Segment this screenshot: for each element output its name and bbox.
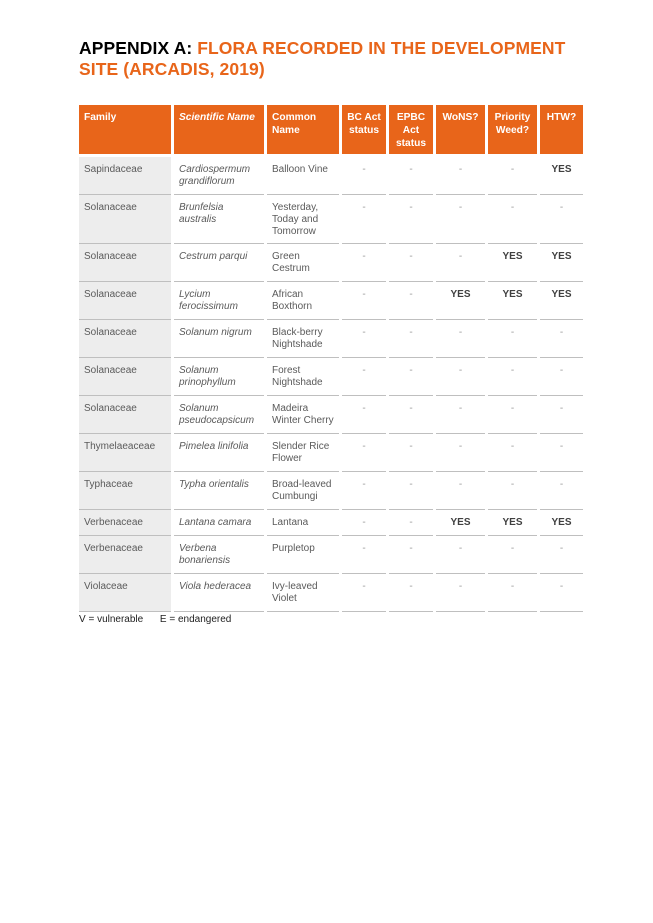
cell-epbc-act-status: - [389, 574, 433, 612]
cell-scientific-name: Solanum nigrum [174, 320, 264, 358]
cell-priority-weed: - [488, 574, 537, 612]
cell-htw: - [540, 396, 583, 434]
cell-bc-act-status: - [342, 282, 386, 320]
cell-priority-weed: YES [488, 510, 537, 536]
cell-wons: - [436, 358, 485, 396]
table-row [79, 282, 583, 320]
cell-htw: YES [540, 510, 583, 536]
cell-scientific-name: Cardiospermum grandiflorum [174, 157, 264, 195]
cell-epbc-act-status: - [389, 472, 433, 510]
page-title [79, 38, 579, 80]
cell-htw: - [540, 358, 583, 396]
cell-epbc-act-status: - [389, 244, 433, 282]
cell-family: Solanaceae [79, 244, 171, 282]
cell-htw: - [540, 320, 583, 358]
cell-bc-act-status: - [342, 472, 386, 510]
cell-epbc-act-status: - [389, 396, 433, 434]
cell-common-name: Green Cestrum [267, 244, 339, 282]
cell-priority-weed: - [488, 195, 537, 244]
cell-wons: - [436, 472, 485, 510]
cell-htw: YES [540, 157, 583, 195]
cell-bc-act-status: - [342, 358, 386, 396]
cell-bc-act-status: - [342, 396, 386, 434]
cell-wons: - [436, 244, 485, 282]
header-family: Family [79, 105, 171, 157]
cell-priority-weed: - [488, 434, 537, 472]
table-body [79, 157, 583, 612]
cell-wons: - [436, 574, 485, 612]
table-row [79, 358, 583, 396]
cell-htw: - [540, 434, 583, 472]
cell-family: Solanaceae [79, 396, 171, 434]
cell-family: Thymelaeaceae [79, 434, 171, 472]
cell-priority-weed: - [488, 358, 537, 396]
cell-family: Sapindaceae [79, 157, 171, 195]
table-row [79, 396, 583, 434]
table-row [79, 536, 583, 574]
cell-priority-weed: - [488, 320, 537, 358]
cell-priority-weed: - [488, 396, 537, 434]
table-row [79, 157, 583, 195]
cell-common-name: Forest Nightshade [267, 358, 339, 396]
cell-htw: - [540, 574, 583, 612]
cell-common-name: Yesterday, Today and Tomorrow [267, 195, 339, 244]
cell-family: Solanaceae [79, 282, 171, 320]
title-text: FLORA RECORDED IN THE DEVELOPMENT SITE (ARCADIS, 2019) [79, 38, 566, 79]
cell-epbc-act-status: - [389, 510, 433, 536]
cell-common-name: Slender Rice Flower [267, 434, 339, 472]
table-row [79, 574, 583, 612]
table-row [79, 244, 583, 282]
cell-bc-act-status: - [342, 574, 386, 612]
cell-scientific-name: Verbena bonariensis [174, 536, 264, 574]
cell-bc-act-status: - [342, 536, 386, 574]
cell-bc-act-status: - [342, 320, 386, 358]
cell-common-name: Broad-leaved Cumbungi [267, 472, 339, 510]
cell-priority-weed: - [488, 536, 537, 574]
cell-family: Solanaceae [79, 358, 171, 396]
cell-wons: - [436, 396, 485, 434]
cell-scientific-name: Brunfelsia australis [174, 195, 264, 244]
cell-scientific-name: Lantana camara [174, 510, 264, 536]
cell-htw: - [540, 195, 583, 244]
header-bc-act-status: BC Act status [342, 105, 386, 157]
cell-family: Solanaceae [79, 320, 171, 358]
header-scientific-name: Scientific Name [174, 105, 264, 157]
cell-wons: - [436, 434, 485, 472]
header-wons: WoNS? [436, 105, 485, 157]
table-row [79, 472, 583, 510]
cell-wons: YES [436, 282, 485, 320]
cell-htw: - [540, 472, 583, 510]
cell-epbc-act-status: - [389, 536, 433, 574]
cell-epbc-act-status: - [389, 358, 433, 396]
cell-family: Solanaceae [79, 195, 171, 244]
cell-common-name: Ivy-leaved Violet [267, 574, 339, 612]
header-epbc-act-status: EPBC Act status [389, 105, 433, 157]
cell-htw: - [540, 536, 583, 574]
cell-scientific-name: Solanum prinophyllum [174, 358, 264, 396]
cell-bc-act-status: - [342, 510, 386, 536]
flora-table [76, 105, 586, 612]
table-row [79, 195, 583, 244]
legend: V = vulnerable E = endangered [79, 614, 232, 625]
cell-priority-weed: YES [488, 244, 537, 282]
table-row [79, 510, 583, 536]
header-priority-weed: Priority Weed? [488, 105, 537, 157]
table-row [79, 320, 583, 358]
cell-family: Violaceae [79, 574, 171, 612]
cell-common-name: Purpletop [267, 536, 339, 574]
cell-epbc-act-status: - [389, 434, 433, 472]
cell-epbc-act-status: - [389, 282, 433, 320]
header-htw: HTW? [540, 105, 583, 157]
cell-bc-act-status: - [342, 157, 386, 195]
cell-scientific-name: Typha orientalis [174, 472, 264, 510]
cell-wons: - [436, 536, 485, 574]
cell-family: Verbenaceae [79, 510, 171, 536]
cell-scientific-name: Viola hederacea [174, 574, 264, 612]
cell-htw: YES [540, 244, 583, 282]
cell-priority-weed: - [488, 472, 537, 510]
cell-wons: YES [436, 510, 485, 536]
header-common-name: Common Name [267, 105, 339, 157]
cell-htw: YES [540, 282, 583, 320]
cell-wons: - [436, 320, 485, 358]
table-row [79, 434, 583, 472]
cell-epbc-act-status: - [389, 320, 433, 358]
cell-scientific-name: Pimelea linifolia [174, 434, 264, 472]
cell-wons: - [436, 157, 485, 195]
cell-common-name: Lantana [267, 510, 339, 536]
cell-family: Verbenaceae [79, 536, 171, 574]
cell-epbc-act-status: - [389, 195, 433, 244]
cell-common-name: Black-berry Nightshade [267, 320, 339, 358]
cell-scientific-name: Solanum pseudocapsicum [174, 396, 264, 434]
cell-common-name: Madeira Winter Cherry [267, 396, 339, 434]
cell-wons: - [436, 195, 485, 244]
cell-common-name: African Boxthorn [267, 282, 339, 320]
cell-scientific-name: Lycium ferocissimum [174, 282, 264, 320]
cell-epbc-act-status: - [389, 157, 433, 195]
cell-family: Typhaceae [79, 472, 171, 510]
cell-bc-act-status: - [342, 244, 386, 282]
cell-priority-weed: - [488, 157, 537, 195]
table-header-row [79, 105, 583, 157]
cell-scientific-name: Cestrum parqui [174, 244, 264, 282]
cell-common-name: Balloon Vine [267, 157, 339, 195]
cell-bc-act-status: - [342, 434, 386, 472]
cell-bc-act-status: - [342, 195, 386, 244]
title-prefix: APPENDIX A: [79, 38, 198, 58]
cell-priority-weed: YES [488, 282, 537, 320]
